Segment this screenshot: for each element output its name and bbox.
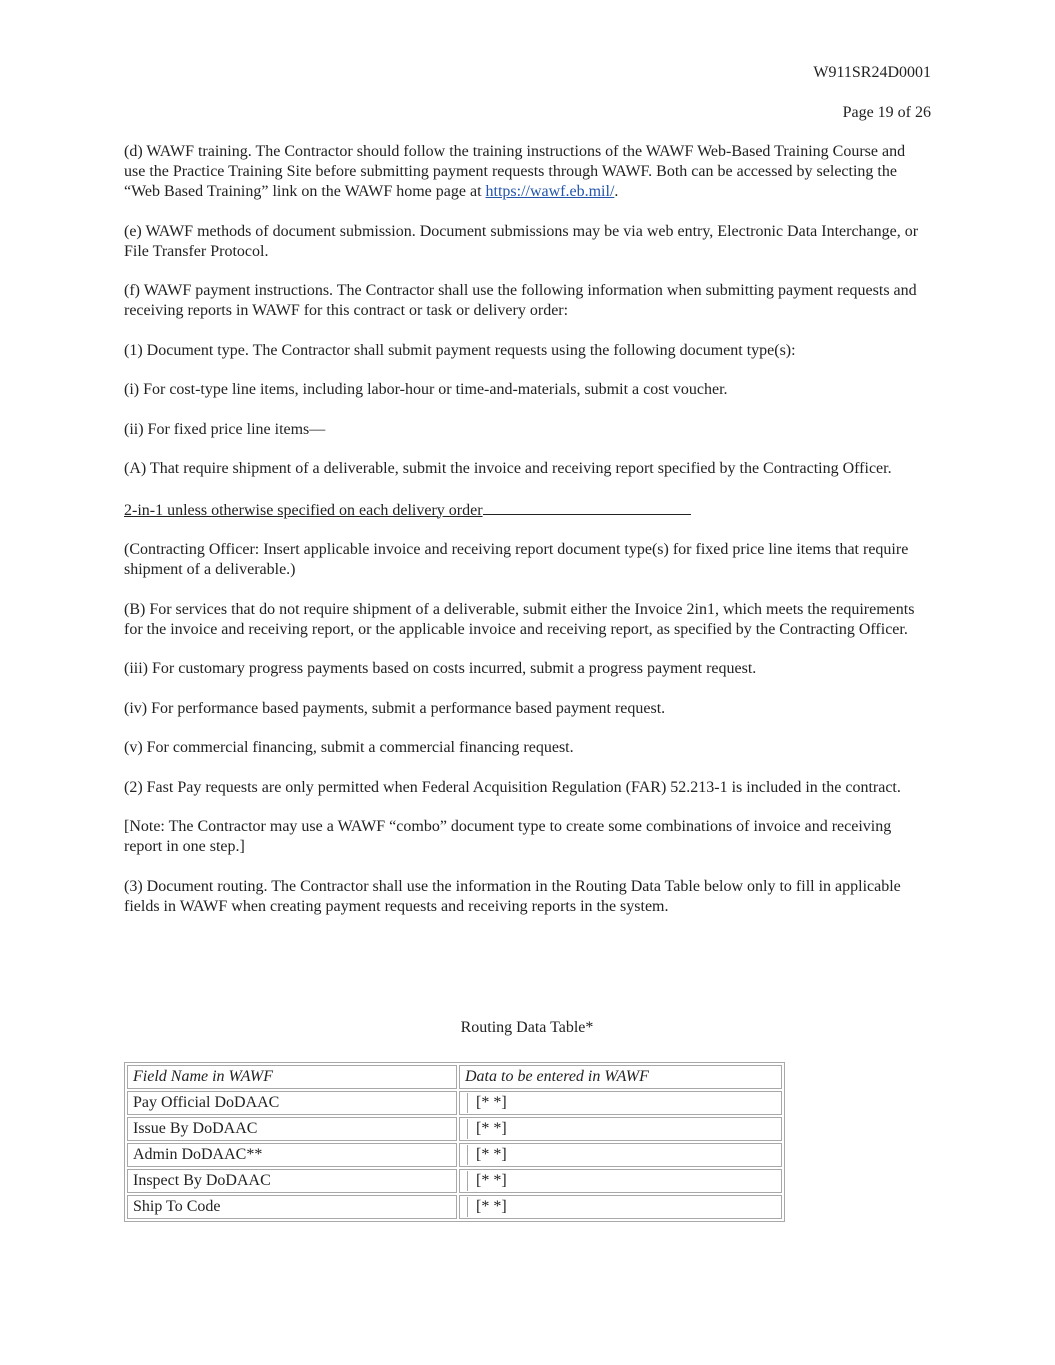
data-value: [* *]: [467, 1171, 507, 1191]
paragraph-f1-ii-a: (A) That require shipment of a deliverable, submit the invoice and receiving report specified by the Contracting Officer.: [124, 460, 892, 477]
paragraph-f1-ii-b: (B) For services that do not require shipment of a deliverable, submit either the Invoice 2in1, which meets the requirements for the invoice and receiving report, or the applicable invoice and receiving report, as specified by the Contracting Officer.: [124, 600, 915, 638]
paragraph-f3: (3) Document routing. The Contractor shall use the information in the Routing Data Table below only to fill in applicable fields in WAWF when creating payment requests and receiving reports in the system.: [124, 877, 901, 915]
data-value-cell: [459, 1195, 782, 1219]
combo-note: [Note: The Contractor may use a WAWF “combo” document type to create some combinations of invoice and receiving report in one step.]: [124, 818, 892, 855]
fill-in-text: 2-in-1 unless otherwise specified on each delivery order: [124, 501, 483, 519]
table-header-row: [127, 1065, 782, 1089]
paragraph-f2: (2) Fast Pay requests are only permitted when Federal Acquisition Regulation (FAR) 52.213-1 is included in the contract.: [124, 778, 901, 796]
table-row: [127, 1195, 782, 1219]
routing-table-caption: Routing Data Table*: [460, 1019, 594, 1036]
paragraph-d-text: (d) WAWF training. The Contractor should follow the training instructions of the WAWF Web-Based Training Course and use the Practice Training Site before submitting payment requests through WAWF. Both can be accessed by selecting the “Web Based Training” link on the WAWF home page at: [124, 143, 906, 200]
data-value: [* *]: [467, 1145, 507, 1165]
paragraph-f: (f) WAWF payment instructions. The Contractor shall use the following information when submitting payment requests and receiving reports in WAWF for this contract or task or delivery order:: [124, 282, 917, 319]
data-value-cell: [459, 1169, 782, 1193]
field-name-cell: Issue By DoDAAC: [127, 1117, 457, 1141]
table-row: [127, 1091, 782, 1115]
paragraph-d-end: .: [614, 183, 619, 200]
data-value: [* *]: [467, 1093, 507, 1113]
field-name-cell: Admin DoDAAC**: [127, 1143, 457, 1167]
header-data-entered: Data to be entered in WAWF: [459, 1065, 782, 1089]
field-name-cell: Inspect By DoDAAC: [127, 1169, 457, 1193]
header-field-name: Field Name in WAWF: [127, 1065, 457, 1089]
field-name-cell: Ship To Code: [127, 1195, 457, 1219]
data-value: [* *]: [467, 1197, 507, 1217]
wawf-home-link[interactable]: https://wawf.eb.mil/: [485, 183, 615, 200]
contracting-officer-note: (Contracting Officer: Insert applicable invoice and receiving report document type(s) for fixed price line items that require shipment of a deliverable.): [124, 541, 909, 578]
table-row: [127, 1169, 782, 1193]
page-number: Page 19 of 26: [842, 104, 931, 121]
paragraph-f1-iii: (iii) For customary progress payments based on costs incurred, submit a progress payment request.: [124, 660, 757, 677]
field-name-cell: Pay Official DoDAAC: [127, 1091, 457, 1115]
table-row: [127, 1143, 782, 1167]
paragraph-e: (e) WAWF methods of document submission. Document submissions may be via web entry, Electronic Data Interchange, or File Transfer Protocol.: [124, 222, 919, 260]
document-body: [124, 142, 924, 936]
data-value-cell: [459, 1091, 782, 1115]
data-value-cell: [459, 1143, 782, 1167]
fill-in-blank: [483, 499, 691, 515]
routing-data-table: [124, 1062, 785, 1222]
fill-in-line: [124, 499, 924, 521]
paragraph-f1: (1) Document type. The Contractor shall submit payment requests using the following document type(s):: [124, 341, 796, 359]
data-value: [* *]: [467, 1119, 507, 1139]
paragraph-f1-iv: (iv) For performance based payments, submit a performance based payment request.: [124, 699, 666, 717]
paragraph-d: [124, 142, 924, 202]
contract-number: W911SR24D0001: [813, 64, 931, 81]
paragraph-f1-i: (i) For cost-type line items, including labor-hour or time-and-materials, submit a cost voucher.: [124, 381, 728, 398]
paragraph-f1-ii: (ii) For fixed price line items—: [124, 420, 326, 438]
table-row: [127, 1117, 782, 1141]
paragraph-f1-v: (v) For commercial financing, submit a commercial financing request.: [124, 739, 574, 756]
data-value-cell: [459, 1117, 782, 1141]
